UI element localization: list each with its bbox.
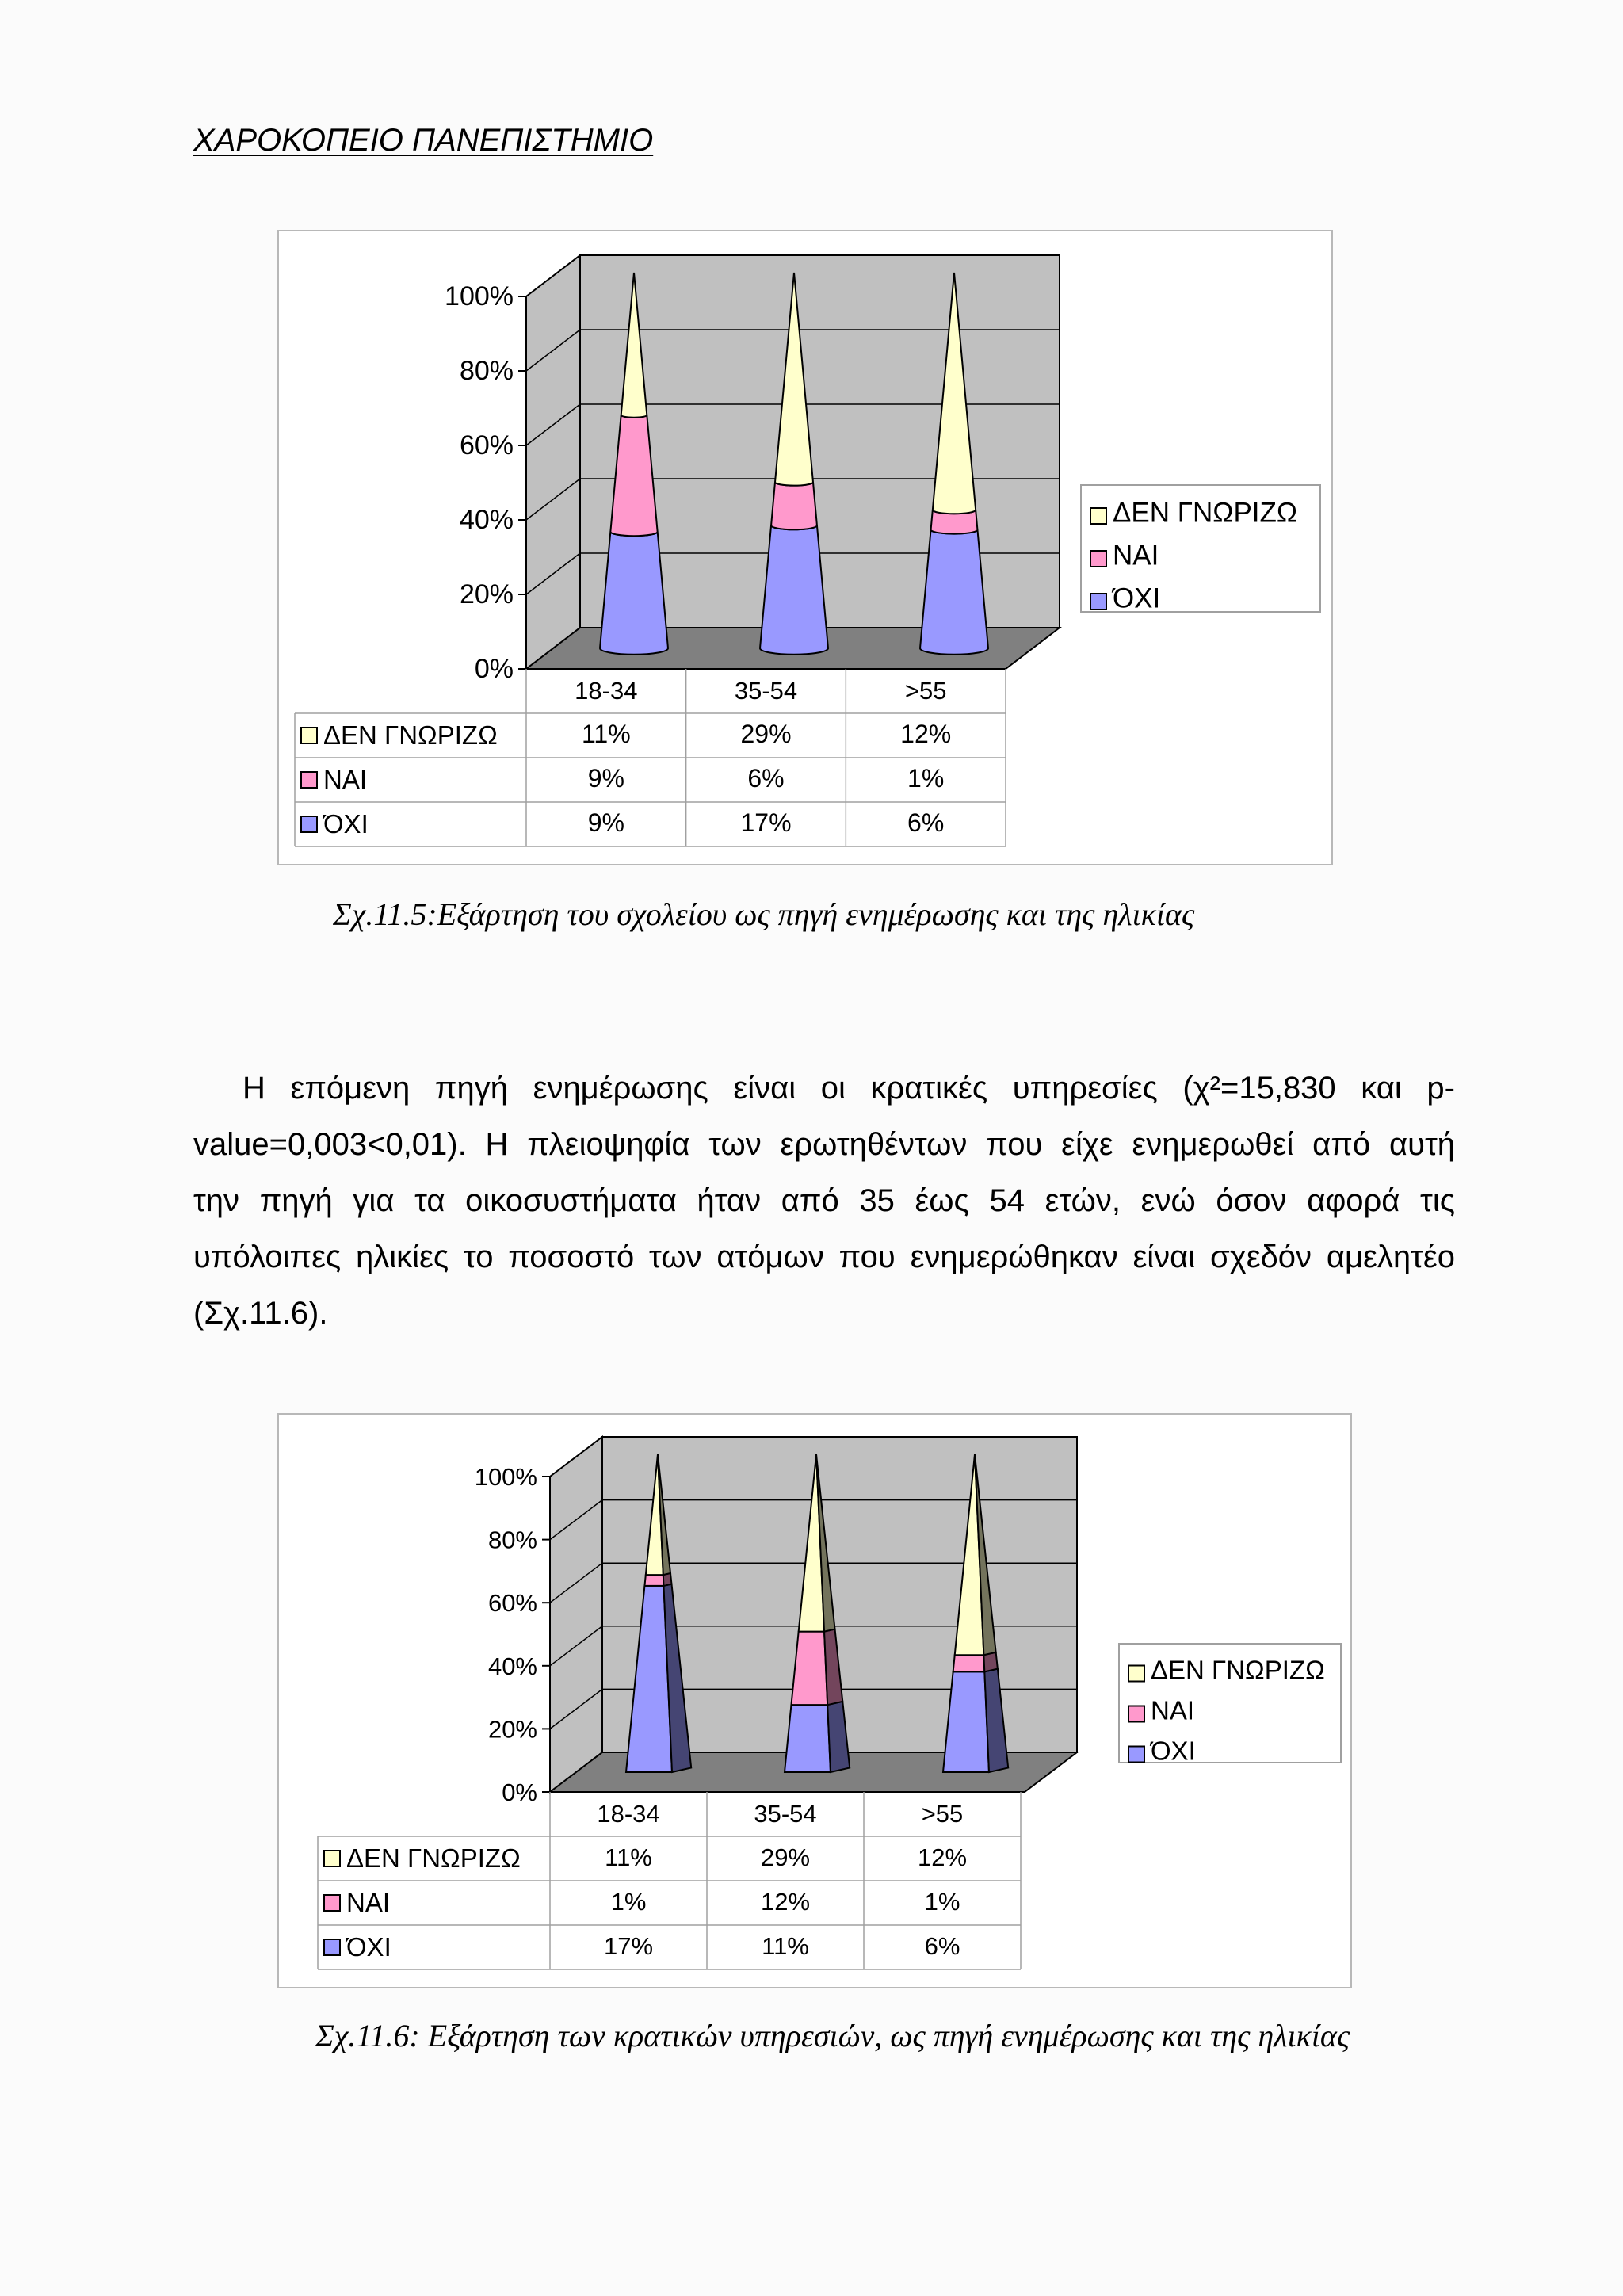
y-tick-label: 20% xyxy=(459,579,514,609)
chart-state-services-by-age xyxy=(277,1413,1352,1988)
pyramid-segment xyxy=(644,1575,663,1586)
y-tick-label: 60% xyxy=(459,430,514,460)
paragraph-line: την πηγή για τα οικοσυστήματα ήταν από 35 έως 54 ετών, ενώ όσον αφορά τις xyxy=(193,1183,1455,1218)
cone-segment xyxy=(760,525,828,655)
table-value: 1% xyxy=(907,763,945,793)
y-tick-label: 100% xyxy=(474,1463,537,1491)
table-value: 1% xyxy=(610,1887,647,1916)
legend-label: ΝΑΙ xyxy=(1151,1695,1195,1725)
y-tick-label: 80% xyxy=(487,1526,537,1554)
paragraph-line: Η επόμενη πηγή ενημέρωσης είναι οι κρατικές υπηρεσίες (χ²=15,830 και p- xyxy=(242,1071,1455,1106)
chart-side-wall xyxy=(526,255,580,669)
y-tick-label: 80% xyxy=(459,356,514,386)
body-paragraph xyxy=(193,1060,1455,1342)
legend-label: ΔΕΝ ΓΝΩΡΙΖΩ xyxy=(1151,1655,1325,1685)
table-value: 11% xyxy=(762,1931,809,1960)
table-value: 12% xyxy=(900,719,952,748)
table-value: 17% xyxy=(740,808,792,837)
y-tick-label: 40% xyxy=(487,1652,537,1680)
table-value: 12% xyxy=(760,1887,811,1916)
table-series-name: ΌΧΙ xyxy=(323,809,369,839)
legend-swatch xyxy=(324,1851,340,1866)
table-series-name: ΔΕΝ ΓΝΩΡΙΖΩ xyxy=(323,720,498,751)
table-series-name: ΝΑΙ xyxy=(346,1888,391,1918)
cone-segment xyxy=(600,532,668,655)
y-tick-label: 40% xyxy=(459,505,514,535)
legend-label: ΌΧΙ xyxy=(1151,1736,1196,1766)
legend-swatch xyxy=(324,1895,340,1911)
y-tick-label: 0% xyxy=(502,1778,537,1806)
table-series-name: ΔΕΝ ΓΝΩΡΙΖΩ xyxy=(346,1843,521,1874)
table-value: 29% xyxy=(740,719,792,748)
y-tick-label: 100% xyxy=(445,281,514,311)
legend-swatch xyxy=(1128,1747,1144,1763)
table-value: 6% xyxy=(924,1931,960,1960)
chart-side-wall xyxy=(550,1437,602,1792)
legend-swatch xyxy=(301,816,317,832)
table-series-name: ΝΑΙ xyxy=(323,765,368,795)
legend-swatch xyxy=(301,772,317,788)
pyramid-segment xyxy=(785,1705,831,1772)
chart-svg xyxy=(279,1415,1350,1987)
pyramid-segment xyxy=(953,1655,985,1671)
table-series-name: ΌΧΙ xyxy=(346,1932,391,1962)
pyramid-segment xyxy=(791,1632,827,1706)
legend-label: ΝΑΙ xyxy=(1113,540,1159,571)
legend-swatch xyxy=(1090,508,1106,524)
table-category-label: 18-34 xyxy=(597,1800,660,1828)
legend-swatch xyxy=(1090,594,1106,609)
legend-swatch xyxy=(324,1939,340,1955)
table-category-label: 35-54 xyxy=(734,677,798,705)
caption-chart-11-6: Σχ.11.6: Εξάρτηση των κρατικών υπηρεσιών, ως πηγή ενημέρωσης και της ηλικίας xyxy=(315,2018,1350,2053)
table-value: 11% xyxy=(581,719,631,748)
table-category-label: 35-54 xyxy=(754,1800,817,1828)
caption-chart-11-5: Σχ.11.5:Εξάρτηση του σχολείου ως πηγή ενημέρωσης και της ηλικίας xyxy=(333,896,1195,932)
table-value: 9% xyxy=(587,808,624,837)
legend-swatch xyxy=(1128,1666,1144,1682)
legend-swatch xyxy=(1128,1706,1144,1722)
table-category-label: >55 xyxy=(921,1800,964,1828)
paragraph-line: υπόλοιπες ηλικίες το ποσοστό των ατόμων που ενημερώθηκαν είναι σχεδόν αμελητέο xyxy=(193,1240,1455,1274)
table-category-label: 18-34 xyxy=(575,677,638,705)
paragraph-line: (Σχ.11.6). xyxy=(193,1296,328,1331)
y-tick-label: 0% xyxy=(474,654,514,684)
chart-school-by-age xyxy=(277,230,1333,865)
paragraph-line: value=0,003<0,01). Η πλειοψηφία των ερωτηθέντων που είχε ενημερωθεί από αυτή xyxy=(193,1127,1455,1162)
university-header: ΧΑΡΟΚΟΠΕΙΟ ΠΑΝΕΠΙΣΤΗΜΙΟ xyxy=(193,123,654,158)
chart-svg xyxy=(279,231,1331,864)
table-value: 6% xyxy=(907,808,945,837)
legend-label: ΌΧΙ xyxy=(1113,583,1161,614)
legend-swatch xyxy=(301,728,317,743)
table-value: 9% xyxy=(587,763,624,793)
cone-segment xyxy=(920,529,988,654)
legend-label: ΔΕΝ ΓΝΩΡΙΖΩ xyxy=(1113,497,1298,529)
y-tick-label: 60% xyxy=(487,1589,537,1618)
table-value: 17% xyxy=(603,1931,654,1960)
table-value: 1% xyxy=(924,1887,960,1916)
table-value: 29% xyxy=(760,1843,811,1871)
cone-segment xyxy=(771,482,817,529)
table-category-label: >55 xyxy=(904,677,947,705)
y-tick-label: 20% xyxy=(487,1715,537,1744)
table-value: 11% xyxy=(605,1843,652,1871)
table-value: 6% xyxy=(747,763,785,793)
legend-swatch xyxy=(1090,551,1106,567)
table-value: 12% xyxy=(917,1843,968,1871)
